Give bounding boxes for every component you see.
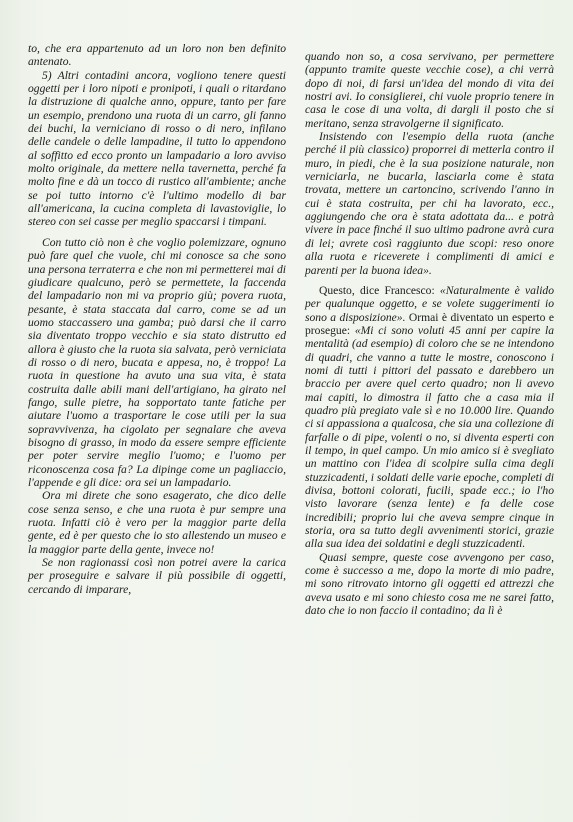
paragraph — [305, 284, 554, 551]
paragraph — [28, 69, 286, 229]
text-run: «Mi ci sono voluti 45 anni per capire la mentalità (ad esempio) di coloro che se ne intendono di quadri, che vanno a tutte le mostre, conoscono i nomi di tutti i pittori del passato e darebbero un braccio per avere quel certo quadro; non li avevo mai capiti, lo dimostra il fatto che a casa mia il quadro più pregiato vale sì e no 10.000 lire. Quando ci si appassiona a qualcosa, che sia una collezione di farfalle o di pipe, volenti o no, si diventa esperti con il tempo, in quel campo. Un mio amico si è svegliato un mattino con l'idea di scolpire sulla cima degli stuzzicadenti, i soldati delle varie epoche, completi di divisa, bottoni colorati, fucili, spade ecc.; io l'ho visto lavorare (senza lente) e fa delle cose incredibili; proprio lui che aveva sempre cinque in storia, ora sa tutto degli avvenimenti storici, grazie alla sua idea dei soldatini e degli stuzzicadenti. — [305, 323, 554, 551]
text-run: Se non ragionassi così non potrei avere la carica per proseguire e salvare il più possibile di oggetti, cercando di imparare, — [28, 556, 286, 596]
paragraph — [28, 42, 286, 69]
paragraph — [305, 551, 554, 618]
paragraph — [28, 489, 286, 556]
left-column — [28, 42, 286, 596]
text-run: Questo, dice Francesco: — [319, 283, 440, 297]
right-column — [305, 50, 554, 617]
paragraph — [28, 236, 286, 490]
paragraph — [305, 50, 554, 130]
paragraph — [28, 556, 286, 596]
text-run: quando non so, a cosa servivano, per permettere (appunto tramite queste vecchie cose), a chi verrà dopo di noi, di farsi un'idea del mondo di vita dei nostri avi. Io consiglierei, chi vuole proprio tenere in casa le cose di una volta, di dargli il posto che si meritano, senza stravolgerne il significato. — [305, 50, 554, 130]
text-run: to, che era appartenuto ad un loro non ben definito antenato. — [28, 42, 286, 69]
text-run: 5) Altri contadini ancora, vogliono tenere questi oggetti per i loro nipoti e pronipoti, i quali o ritardano la distruzione di qualche anno, oppure, tanto per fare un esempio, prendono una ruota di un carro, gli fanno dei buchi, la verniciano di rosso o di nero, infilano delle candele o delle lampadine, il tutto lo appendono al soffitto ed ecco pronto un lampadario a loro avviso molto originale, da mettere nella tavernetta, perché fa molto fine e dà un tocco di rustico all'ambiente; anche se poi tutto intorno c'è l'ultimo modello di bar all'americana, la cucina completa di lavastoviglie, lo stereo con sei casse per meglio spaccarsi i timpani. — [28, 68, 286, 229]
text-run: Con tutto ciò non è che voglio polemizzare, ognuno può fare quel che vuole, chi mi conosce sa che sono una persona terraterra e che non mi permetterei mai di giudicare qualcuno, però se permettete, la faccenda del lampadario non mi va proprio giù; povera ruota, pesante, è stata staccata dal carro, come se ad un uomo staccassero una gamba; può darsi che il carro sia diventato troppo vecchio e sia stato distrutto ed allora è giusto che la ruota sia salvata, però verniciata di rosso o di nero, bucata e appesa, no, è troppo! La ruota in questione ha avuto una sua vita, è stata costruita dalle abili mani dell'artigiano, ha girato nel fango, sulle pietre, ha sopportato tante fatiche per aiutare l'uomo a trasportare le cose utili per la sua sopravvivenza, ha cigolato per segnalare che aveva bisogno di grasso, in modo da essere sempre efficiente per poter servire meglio l'uomo; e l'uomo per riconoscenza cosa fa? La dipinge come un pagliaccio, l'appende e gli dice: ora sei un lampadario. — [28, 235, 286, 489]
text-run: «Naturalmente è valido per qualunque oggetto, e se volete suggerimenti io sono a disposizione». — [305, 283, 555, 324]
paragraph — [305, 130, 554, 277]
text-run: Ormai è diventato un esperto e prosegue: — [305, 310, 554, 337]
text-run: Insistendo con l'esempio della ruota (anche perché il più classico) proporrei di metterla contro il muro, in piedi, che è la sua posizione naturale, non verniciarla, ne bucarla, lasciarla come è stata trovata, mettere un cartoncino, scrivendo l'anno in cui è stata costruita, per chi ha lavorato, ecc., aggiungendo che ora è stata adottata da... e potrà vivere in pace finché il suo ultimo padrone avrà cura di lei; avrete così raggiunto due scopi: reso onore alla ruota e riceverete i complimenti di amici e parenti per la buona idea». — [305, 130, 554, 277]
text-run: Ora mi direte che sono esagerato, che dico delle cose senza senso, e che una ruota è pur sempre una ruota. Infatti ciò è vero per la maggior parte della gente, ed è per questo che io sto allestendo un museo e la maggior parte della gente, invece no! — [28, 489, 286, 556]
text-run: Quasi sempre, queste cose avvengono per caso, come è successo a me, dopo la morte di mio padre, mi sono ritrovato intorno gli oggetti ed attrezzi che aveva usato e mi sono chiesto cosa me ne sarei fatto, dato che io non faccio il contadino; da lì è — [305, 550, 554, 618]
